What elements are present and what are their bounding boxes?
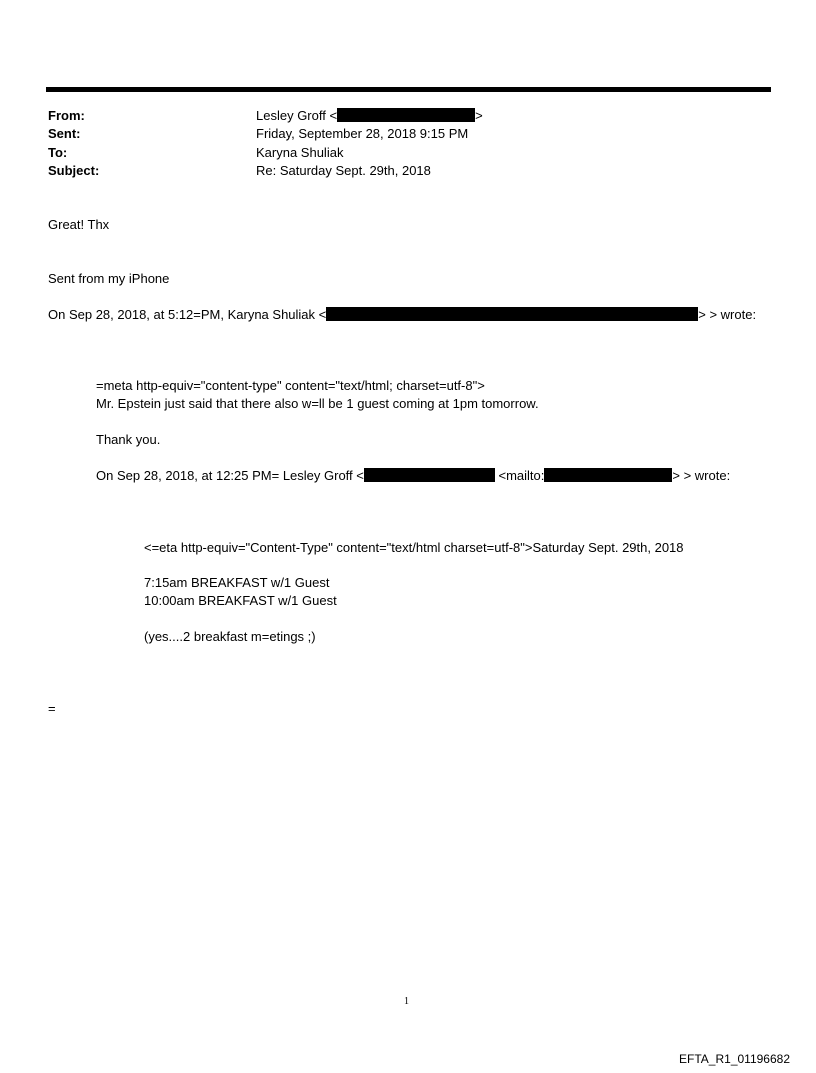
quote2-note: (yes....2 breakfast m=etings ;) xyxy=(144,629,316,644)
redaction-block xyxy=(364,468,495,482)
trailing-char: = xyxy=(48,701,56,716)
quote2-intro xyxy=(96,468,730,484)
signature-text: Sent from my iPhone xyxy=(48,271,170,286)
reply-text: Great! Thx xyxy=(48,217,110,232)
from-suffix: > xyxy=(475,108,483,123)
quote2-intro-suffix: > > wrote: xyxy=(672,468,731,483)
sent-value: Friday, September 28, 2018 9:15 PM xyxy=(256,126,469,141)
to-label: To: xyxy=(48,145,68,160)
quote2-meta: <=eta http-equiv="Content-Type" content="text/html charset=utf-8">Saturday Sept. 29th, 2018 xyxy=(144,540,684,555)
quote1-intro-suffix: > > wrote: xyxy=(698,307,757,322)
quote1-meta: =meta http-equiv="content-type" content="text/html; charset=utf-8"> xyxy=(96,378,485,393)
redaction-block xyxy=(544,468,672,482)
redaction-block xyxy=(337,108,475,122)
page-number: 1 xyxy=(404,996,409,1007)
redaction-block xyxy=(326,307,698,321)
quote2-item2: 10:00am BREAKFAST w/1 Guest xyxy=(144,593,337,608)
quote2-item1: 7:15am BREAKFAST w/1 Guest xyxy=(144,575,330,590)
document-id: EFTA_R1_01196682 xyxy=(679,1052,790,1066)
from-name: Lesley Groff < xyxy=(256,108,338,123)
subject-value: Re: Saturday Sept. 29th, 2018 xyxy=(256,163,431,178)
quote1-line1: Mr. Epstein just said that there also w=ll be 1 guest coming at 1pm tomorrow. xyxy=(96,396,539,411)
quote2-intro-prefix: On Sep 28, 2018, at 12:25 PM= Lesley Groff < xyxy=(96,468,364,483)
header-divider xyxy=(46,87,771,92)
quote2-intro-mid: <mailto: xyxy=(494,468,545,483)
quote1-intro-prefix: On Sep 28, 2018, at 5:12=PM, Karyna Shuliak < xyxy=(48,307,327,322)
from-value xyxy=(256,108,483,124)
from-label: From: xyxy=(48,108,85,123)
subject-label: Subject: xyxy=(48,163,100,178)
to-value: Karyna Shuliak xyxy=(256,145,344,160)
quote1-thanks: Thank you. xyxy=(96,432,161,447)
sent-label: Sent: xyxy=(48,126,81,141)
quote1-intro xyxy=(48,307,756,323)
